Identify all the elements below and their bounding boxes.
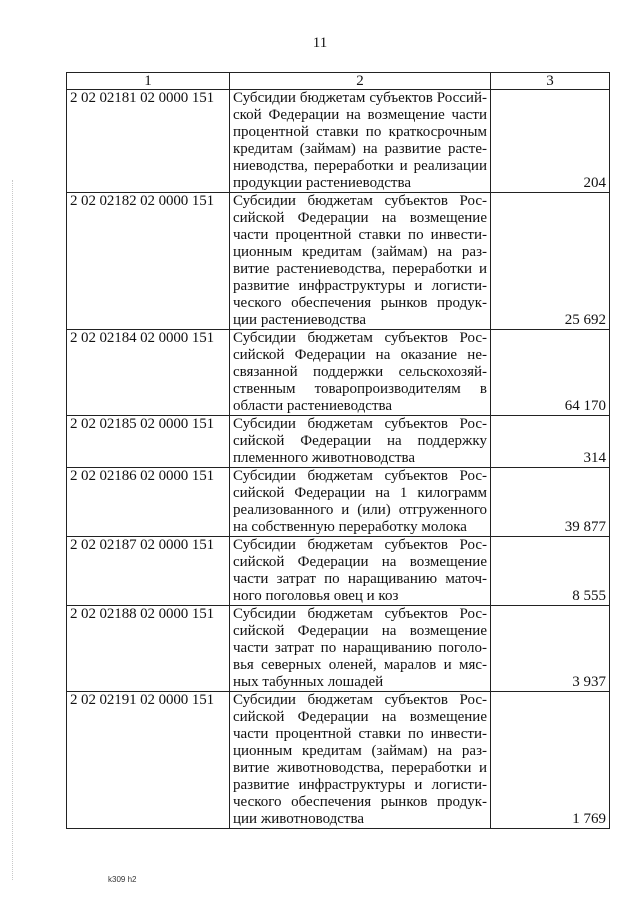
row-description: Субсидии бюджетам субъектов Российской Федерации на возмещение части затрат по наращиванию маточного поголовья овец и коз (230, 537, 491, 606)
scan-margin-marks (12, 180, 15, 880)
page-number: 11 (312, 35, 328, 51)
row-amount: 204 (491, 90, 610, 193)
row-code: 2 02 02188 02 0000 151 (67, 606, 230, 692)
row-amount: 1 769 (491, 692, 610, 829)
footer-document-code: k309 h2 (108, 875, 137, 884)
row-description: Субсидии бюджетам субъектов Российской Федерации на возмещение части затрат по наращиванию поголовья северных оленей, маралов и мясных табунных лошадей (230, 606, 491, 692)
row-code: 2 02 02191 02 0000 151 (67, 692, 230, 829)
row-code: 2 02 02185 02 0000 151 (67, 416, 230, 468)
table-row (67, 537, 610, 606)
row-amount: 314 (491, 416, 610, 468)
table-row (67, 606, 610, 692)
budget-revenue-table (66, 72, 610, 829)
row-code: 2 02 02181 02 0000 151 (67, 90, 230, 193)
table-row (67, 416, 610, 468)
table-row (67, 692, 610, 829)
row-code: 2 02 02184 02 0000 151 (67, 330, 230, 416)
row-amount: 25 692 (491, 193, 610, 330)
row-amount: 8 555 (491, 537, 610, 606)
row-description: Субсидии бюджетам субъектов Российской Федерации на возмещение части процентной ставки по краткосрочным кредитам (займам) на развитие растениеводства, переработки и реализации продукции растениеводства (230, 90, 491, 193)
table-row (67, 193, 610, 330)
row-description: Субсидии бюджетам субъектов Российской Федерации на возмещение части процентной ставки по инвестиционным кредитам (займам) на развитие растениеводства, переработки и развитие инфраструктуры и логистического обеспечения рынков продукции растениеводства (230, 193, 491, 330)
row-code: 2 02 02187 02 0000 151 (67, 537, 230, 606)
column-header-code: 1 (67, 73, 230, 90)
column-header-description: 2 (230, 73, 491, 90)
row-description: Субсидии бюджетам субъектов Российской Федерации на поддержку племенного животноводства (230, 416, 491, 468)
row-description: Субсидии бюджетам субъектов Российской Федерации на возмещение части процентной ставки по инвестиционным кредитам (займам) на развитие животноводства, переработки и развитие инфраструктуры и логистического обеспечения рынков продукции животноводства (230, 692, 491, 829)
row-code: 2 02 02182 02 0000 151 (67, 193, 230, 330)
table-header-row (67, 73, 610, 90)
row-amount: 39 877 (491, 468, 610, 537)
table-row (67, 330, 610, 416)
row-description: Субсидии бюджетам субъектов Российской Федерации на 1 килограмм реализованного и (или) отгруженного на собственную переработку молока (230, 468, 491, 537)
row-code: 2 02 02186 02 0000 151 (67, 468, 230, 537)
row-description: Субсидии бюджетам субъектов Российской Федерации на оказание несвязанной поддержки сельскохозяйственным товаропроизводителям в области растениеводства (230, 330, 491, 416)
column-header-amount: 3 (491, 73, 610, 90)
table-row (67, 468, 610, 537)
row-amount: 64 170 (491, 330, 610, 416)
row-amount: 3 937 (491, 606, 610, 692)
table-row (67, 90, 610, 193)
